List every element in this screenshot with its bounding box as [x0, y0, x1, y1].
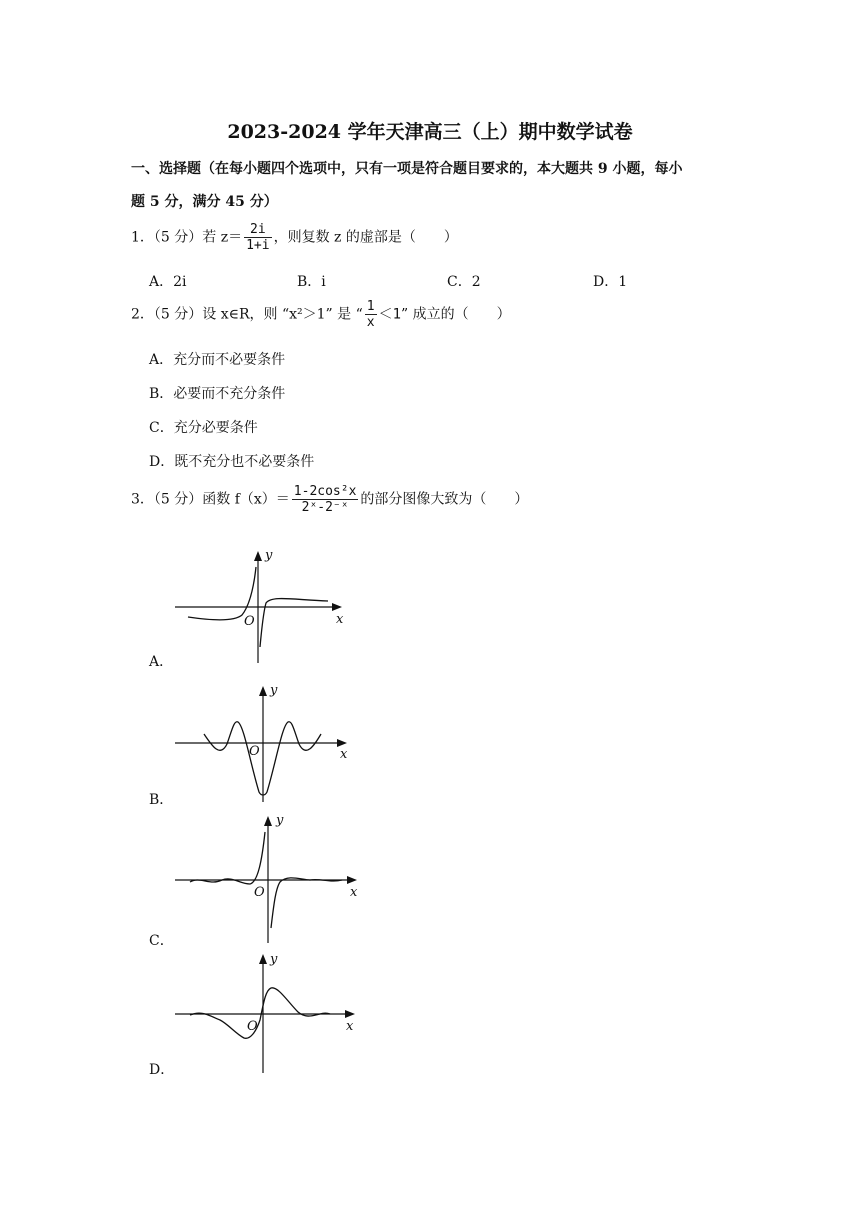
q3-option-a: A．	[149, 654, 174, 670]
graph-a-origin-label: O	[244, 614, 255, 629]
graph-c-x-label: x	[350, 885, 358, 900]
graph-d-y-label: y	[270, 952, 278, 967]
q1-frac-num: 2i	[244, 222, 271, 238]
q3-prefix: 3．（5 分）函数 f（x）＝	[131, 491, 290, 508]
graph-b-origin-label: O	[249, 744, 260, 759]
q3-suffix: 的部分图像大致为（ ）	[360, 491, 529, 508]
graph-c-origin-label: O	[254, 885, 265, 900]
q1-frac-den: 1+i	[246, 238, 270, 253]
graph-option-c	[170, 810, 370, 945]
q1-option-d: D．1	[593, 274, 628, 290]
q2-option-c: C．充分必要条件	[149, 420, 258, 436]
q3-fraction	[292, 484, 359, 515]
q2-prefix: 2．（5 分）设 x∈R，则 “x²＞1” 是 “	[131, 306, 363, 323]
q1-option-c: C．2	[447, 274, 481, 290]
q3-option-d: D．	[149, 1062, 175, 1078]
graph-b-y-label: y	[270, 683, 278, 698]
q2-frac-den: x	[366, 315, 375, 330]
q3-option-b: B．	[149, 792, 174, 808]
graph-option-a	[170, 545, 360, 665]
q2-mid: ＜1	[378, 306, 402, 323]
q2-frac-num: 1	[366, 299, 375, 314]
q1-option-b: B．i	[297, 274, 326, 290]
q1-option-a: A．2i	[149, 274, 187, 290]
graph-d-origin-label: O	[247, 1019, 258, 1034]
page-title: 2023-2024 学年天津高三（上）期中数学试卷	[227, 121, 633, 143]
graph-a-x-label: x	[336, 612, 344, 627]
q1-fraction	[244, 222, 271, 253]
question-3	[131, 484, 528, 515]
q1-prefix: 1．（5 分）若 z＝	[131, 229, 243, 246]
q1-suffix: ，则复数 z 的虚部是（ ）	[273, 229, 458, 246]
graph-c-y-label: y	[276, 813, 284, 828]
q2-suffix: ” 成立的（ ）	[401, 306, 511, 323]
q2-option-b: B．必要而不充分条件	[149, 386, 286, 402]
question-2	[131, 299, 511, 330]
graph-d-x-label: x	[346, 1019, 354, 1034]
question-1	[131, 222, 458, 253]
q2-option-a: A．充分而不必要条件	[149, 352, 286, 368]
section-header-line1: 一、选择题（在每小题四个选项中，只有一项是符合题目要求的，本大题共 9 小题，每小	[131, 161, 683, 177]
q3-frac-num: 1-2cos²x	[293, 484, 357, 499]
graph-option-d	[170, 950, 370, 1075]
q2-option-d: D．既不充分也不必要条件	[149, 454, 315, 470]
q3-frac-den: 2ˣ-2⁻ˣ	[301, 500, 349, 515]
q2-fraction	[365, 299, 377, 330]
graph-a-y-label: y	[265, 548, 273, 563]
section-header-line2: 题 5 分，满分 45 分）	[131, 194, 278, 210]
graph-option-b	[170, 682, 360, 804]
q3-option-c: C．	[149, 933, 174, 949]
graph-b-x-label: x	[340, 747, 348, 762]
